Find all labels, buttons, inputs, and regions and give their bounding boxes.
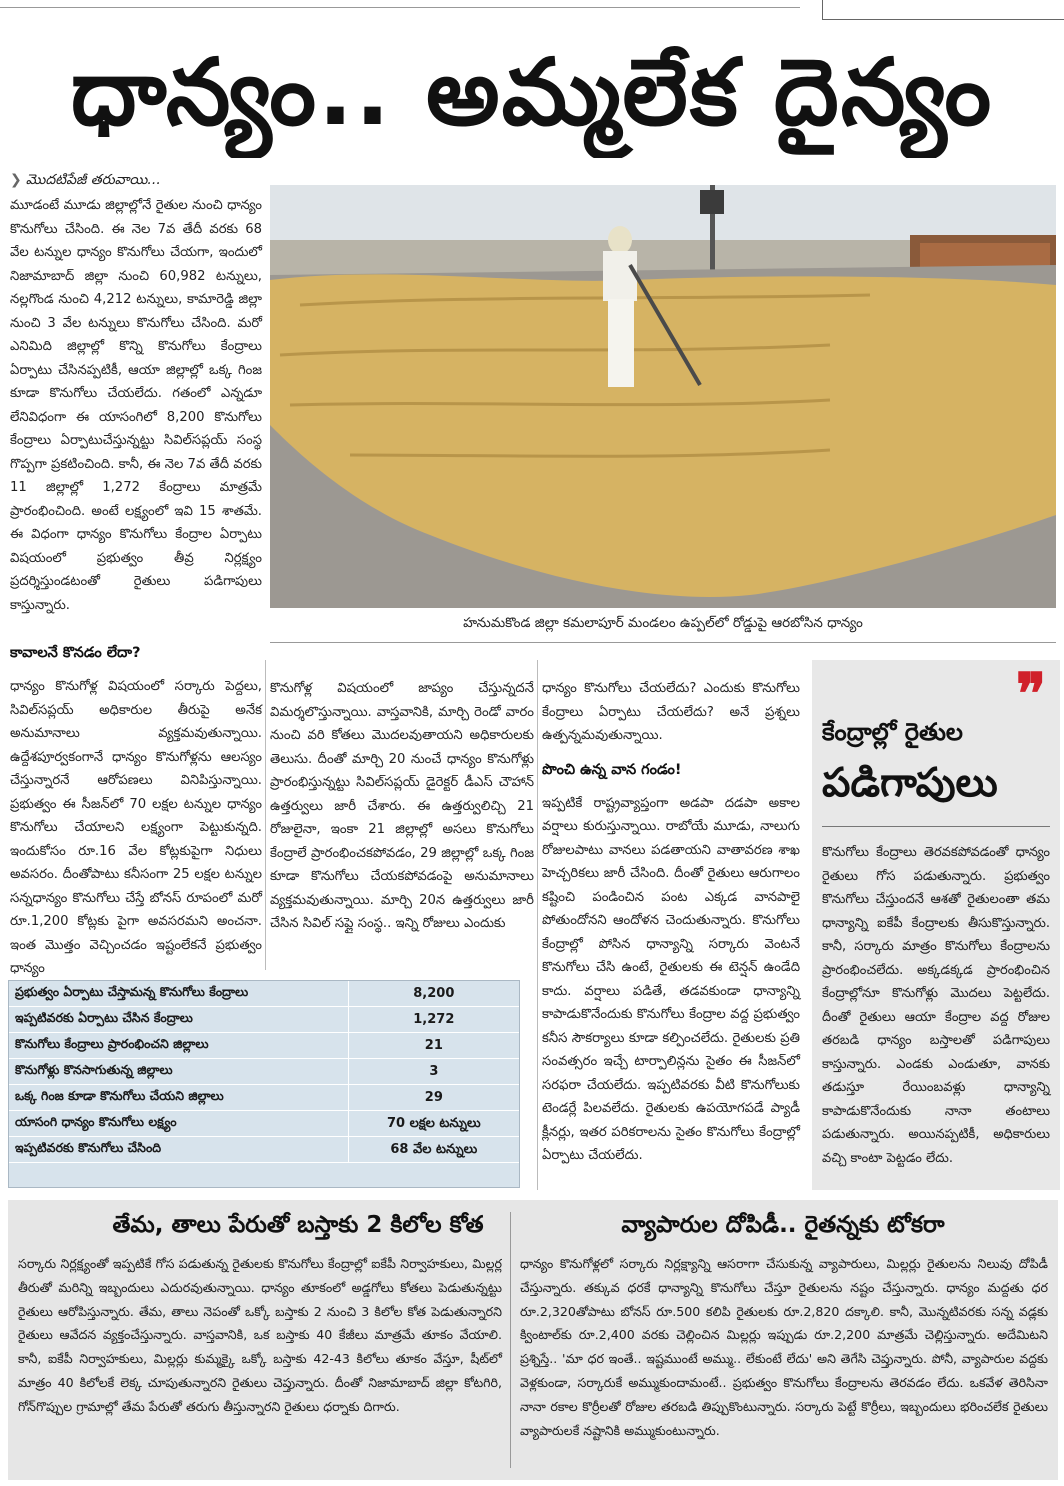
row-value: 1,272 xyxy=(348,1007,519,1032)
top-rule xyxy=(0,0,800,8)
table-row xyxy=(9,981,519,1007)
row-value: 68 వేల టన్నులు xyxy=(348,1137,519,1162)
column1-top-text: మూడంటే మూడు జిల్లాల్లోనే రైతుల నుంచి ధాన్యం కొనుగోలు చేసింది. ఈ నెల 7వ తేదీ వరకు 68 వేల టన్నుల ధాన్యం కొనుగోలు చేయగా, ఇందులో నిజామాబాద్ జిల్లా నుంచి 60,982 టన్నులు, నల్లగొండ నుంచి 4,212 టన్నులు, కామారెడ్డి జిల్లా నుంచి 3 వేల టన్నులు కొనుగోలు చేసింది. మరో ఎనిమిది జిల్లాల్లో కొన్ని కొనుగోలు కేంద్రాలు ఏర్పాటు చేసినప్పటికీ, ఆయా జిల్లాల్లో ఒక్క గింజ కూడా కొనుగోలు చేయలేదు. గతంలో ఎన్నడూ లేనివిధంగా ఈ యాసంగిలో 8,200 కొనుగోలు కేంద్రాలు ఏర్పాటుచేస్తున్నట్టు సివిల్‌సప్లయ్ సంస్థ గొప్పగా ప్రకటించింది. కానీ, ఈ నెల 7వ తేదీ వరకు 11 జిల్లాల్లో 1,272 కేంద్రాలు మాత్రమే ప్రారంభించింది. అంటే లక్ష్యంలో ఇవి 15 శాతమే. ఈ విధంగా ధాన్యం కొనుగోలు కేంద్రాల ఏర్పాటు విషయంలో ప్రభుత్వం తీవ్ర నిర్లక్ష్యం ప్రదర్శిస్తుండటంతో రైతులు పడిగాపులు కాస్తున్నారు. xyxy=(10,198,262,613)
table-row xyxy=(9,1111,519,1137)
panel-heading-small: కేంద్రాల్లో రైతుల xyxy=(822,718,963,746)
grain-drying-photo xyxy=(270,185,1056,608)
photo-caption: హనుమకొండ జిల్లా కమలాపూర్ మండలం ఉప్పల్‌లో రోడ్డుపై ఆరబోసిన ధాన్యం xyxy=(270,615,1056,643)
table-row xyxy=(9,1085,519,1111)
column-divider xyxy=(537,660,538,1190)
quote-icon: ❞ xyxy=(1015,661,1046,727)
photo-illustration xyxy=(270,185,1056,608)
top-box xyxy=(822,0,1064,20)
row-value: 21 xyxy=(348,1033,519,1058)
chevron-right-icon: ❯ xyxy=(10,172,22,188)
panel-body: కొనుగోలు కేంద్రాలు తెరవకపోవడంతో ధాన్యం రైతులు గోస పడుతున్నారు. ప్రభుత్వం కొనుగోలు చేస్తుందనే ఆశతో రైతులంతా తమ ధాన్యాన్ని ఐకేపీ కేంద్రాలకు తీసుకొస్తున్నారు. కానీ, సర్కారు మాత్రం కొనుగోలు కేంద్రాలను ప్రారంభించలేదు. అక్కడక్కడ ప్రారంభించిన కేంద్రాల్లోనూ కొనుగోళ్లు మొదలు పెట్టలేదు. దీంతో రైతులు ఆయా కేంద్రాల వద్ద రోజుల తరబడి ధాన్యం బస్తాలతో పడిగాపులు కాస్తున్నారు. ఎండకు ఎండుతూ, వానకు తడుస్తూ రేయింబవళ్లు ధాన్యాన్ని కాపాడుకొనేందుకు నానా తంటాలు పడుతున్నారు. అయినప్పటికీ, అధికారులు వచ్చి కాంటా పెట్టడం లేదు. xyxy=(822,845,1050,1166)
row-value: 70 లక్షల టన్నులు xyxy=(348,1111,519,1136)
row-label: ప్రభుత్వం ఏర్పాటు చేస్తామన్న కొనుగోలు కేంద్రాలు xyxy=(15,984,249,999)
panel-heading-large: పడిగాపులు xyxy=(822,760,1050,827)
row-label: కొనుగోలు కేంద్రాలు ప్రారంభించని జిల్లాలు xyxy=(15,1036,209,1051)
subhead-deliberate: కావాలనే కొనడం లేదా? xyxy=(10,645,141,661)
row-value: 8,200 xyxy=(348,981,519,1006)
table-row xyxy=(9,1033,519,1059)
row-value: 29 xyxy=(348,1085,519,1110)
bottom-section xyxy=(8,1200,1058,1480)
row-label: ఇప్పటివరకు ఏర్పాటు చేసిన కేంద్రాలు xyxy=(15,1010,193,1025)
subhead-rain: పొంచి ఉన్న వాన గండం! xyxy=(542,761,682,778)
stats-table xyxy=(8,980,520,1188)
table-row xyxy=(9,1059,519,1085)
bottom-title-weighing: తేమ, తాలు పేరుతో బస్తాకు 2 కిలోల కోత xyxy=(112,1212,484,1238)
continued-label xyxy=(10,172,161,191)
bottom-divider xyxy=(510,1212,511,1468)
table-row xyxy=(9,1137,519,1163)
headline: ధాన్యం.. అమ్మలేక దైన్యం xyxy=(70,39,994,146)
row-label: కొనుగోళ్లు కొనసాగుతున్న జిల్లాలు xyxy=(15,1062,173,1077)
bottom-text-traders: ధాన్యం కొనుగోళ్లలో సర్కారు నిర్లక్ష్యాన్ని ఆసరాగా చేసుకున్న వ్యాపారులు, మిల్లర్లు రైతులను నిలువు దోపిడీ చేస్తున్నారు. తక్కువ ధరకే ధాన్యాన్ని కొనుగోలు చేస్తూ రైతులను నష్టం చేస్తున్నారు. ధాన్యం మద్దతు ధర రూ.2,320తోపాటు బోనస్ రూ.500 కలిపి రైతులకు రూ.2,820 దక్కాలి. కానీ, మొన్నటివరకు సన్న వడ్లకు క్వింటాల్‌కు రూ.2,400 వరకు చెల్లించిన మిల్లర్లు ఇప్పుడు రూ.2,200 మాత్రమే చెల్లిస్తున్నారు. అదేమిటని ప్రశ్నిస్తే.. 'మా ధర ఇంతే.. ఇష్టముంటే అమ్ము.. లేకుంటే లేదు' అని తెగేసి చెప్తున్నారు. పోనీ, వ్యాపారుల వద్దకు వెళ్లకుండా, సర్కారుకే అమ్ముకుందామంటే.. ప్రభుత్వం కొనుగోలు కేంద్రాలను తెరవడం లేదు. ఒకవేళ తెరిసినా నానా రకాల కొర్రీలతో రోజుల తరబడి తిప్పుకొంటున్నారు. సర్కారు పెట్టే కొర్రీలు, ఇబ్బందులు భరించలేక రైతులు వ్యాపారులకే నష్టానికి అమ్ముకుంటున్నారు. xyxy=(520,1256,1048,1438)
bottom-text-weighing: సర్కారు నిర్లక్ష్యంతో ఇప్పటికే గోస పడుతున్న రైతులకు కొనుగోలు కేంద్రాల్లో ఐకేపీ నిర్వాహకులు, మిల్లర్ల తీరుతో మరిన్ని ఇబ్బందులు ఎదురవుతున్నాయి. ధాన్యం తూకంలో అడ్డగోలు కోతలు పెడుతున్నట్టు రైతులు ఆరోపిస్తున్నారు. తేమ, తాలు నెపంతో ఒక్కో బస్తాకు 2 నుంచి 3 కిలోల కోత పెడుతున్నారని రైతులు ఆవేదన వ్యక్తంచేస్తున్నారు. వాస్తవానికి, ఒక బస్తాకు 40 కేజీలు మాత్రమే తూకం వేయాలి. కానీ, ఐకేపీ నిర్వాహకులు, మిల్లర్లు కుమ్మక్కై ఒక్కో బస్తాకు 42-43 కిలోలు తూకం వేస్తూ, షీట్‌లో మాత్రం 40 కిలోలకే లెక్క చూపుతున్నారని రైతులు చెప్తున్నారు. దీంతో నిజామాబాద్ జిల్లా కోటగిరి, గోన్‌గొప్పుల గ్రామాల్లో తేమ పేరుతో తరుగు తీస్తున్నారని రైతులు ధర్నాకు దిగారు. xyxy=(18,1256,502,1414)
column1-text: ధాన్యం కొనుగోళ్ల విషయంలో సర్కారు పెద్దలు, సివిల్‌సప్లయ్ అధికారుల తీరుపై అనేక అనుమానాలు వ్యక్తమవుతున్నాయి. ఉద్దేశపూర్వకంగానే ధాన్యం కొనుగోళ్లను ఆలస్యం చేస్తున్నారనే ఆరోపణలు వినిపిస్తున్నాయి. ప్రభుత్వం ఈ సీజన్‌లో 70 లక్షల టన్నుల ధాన్యం కొనుగోలు చేయాలని లక్ష్యంగా పెట్టుకున్నది. ఇందుకోసం రూ.16 వేల కోట్లకుపైగా నిధులు అవసరం. దీంతోపాటు కనీసంగా 25 లక్షల టన్నుల సన్నధాన్యం కొనుగోలు చేస్తే బోనస్ రూపంలో మరో రూ.1,200 కోట్లకు పైగా అవసరమని అంచనా. ఇంత మొత్తం వెచ్చించడం ఇష్టంలేకనే ప్రభుత్వం ధాన్యం xyxy=(10,679,262,976)
table-row xyxy=(9,1007,519,1033)
column1 xyxy=(10,645,262,981)
bottom-title-traders: వ్యాపారుల దోపిడీ.. రైతన్నకు టోకరా xyxy=(621,1212,945,1238)
row-value: 3 xyxy=(348,1059,519,1084)
continued-text: మొదటిపేజీ తరువాయి... xyxy=(25,172,161,188)
sidebar-panel xyxy=(812,660,1060,1190)
column3-intro: ధాన్యం కొనుగోలు చేయలేదు? ఎందుకు కొనుగోలు కేంద్రాలు ఏర్పాటు చేయలేదు? అనే ప్రశ్నలు ఉత్పన్నమవుతున్నాయి. xyxy=(542,681,800,743)
column3 xyxy=(542,677,800,1168)
row-label: ఇప్పటివరకు కొనుగోలు చేసింది xyxy=(15,1140,162,1155)
row-label: ఒక్క గింజ కూడా కొనుగోలు చేయని జిల్లాలు xyxy=(15,1088,224,1103)
column2-text: కొనుగోళ్ల విషయంలో జాప్యం చేస్తున్నదనే విమర్శలొస్తున్నాయి. వాస్తవానికి, మార్చి రెండో వారం నుంచి వరి కోతలు మొదలవుతాయని అధికారులకు తెలుసు. దీంతో మార్చి 20 నుంచే ధాన్యం కొనుగోళ్లు ప్రారంభిస్తున్నట్టు సివిల్‌సప్లయ్ డైరెక్టర్ డీఎస్ చౌహాన్ ఉత్తర్వులు జారీ చేశారు. ఈ ఉత్తర్వులిచ్చి 21 రోజులైనా, ఇంకా 21 జిల్లాల్లో అసలు కొనుగోలు కేంద్రాలే ప్రారంభించకపోవడం, 29 జిల్లాల్లో ఒక్క గింజ కూడా కొనుగోలు చేయకపోవడంపై అనుమానాలు వ్యక్తమవుతున్నాయి. మార్చి 20న ఉత్తర్వులు జారీ చేసిన సివిల్ సప్లై సంస్థ.. ఇన్ని రోజులు ఎందుకు xyxy=(270,681,534,931)
row-label: యాసంగి ధాన్యం కొనుగోలు లక్ష్యం xyxy=(15,1114,177,1129)
column-divider xyxy=(265,660,266,970)
column3-text: ఇప్పటికే రాష్ట్రవ్యాప్తంగా అడపా దడపా అకాల వర్షాలు కురుస్తున్నాయి. రాబోయే మూడు, నాలుగు రోజులపాటు వానలు పడతాయని వాతావరణ శాఖ హెచ్చరికలు జారీ చేసింది. దీంతో రైతులు ఆరుగాలం కష్టించి పండించిన పంట ఎక్కడ వానపాలై పోతుందోనని ఆందోళన చెందుతున్నారు. కొనుగోలు కేంద్రాల్లో పోసిన ధాన్యాన్ని సర్కారు వెంటనే కొనుగోలు చేసి ఉంటే, రైతులకు ఈ టెన్షన్ ఉండేది కాదు. వర్షాలు పడితే, తడవకుండా ధాన్యాన్ని కాపాడుకొనేందుకు కొనుగోలు కేంద్రాల వద్ద ప్రభుత్వం కనీస సౌకర్యాలు కూడా కల్పించలేదు. రైతులకు ప్రతి సంవత్సరం ఇచ్చే టార్పాలిన్లను సైతం ఈ సీజన్‌లో సరఫరా చేయలేదు. ఇప్పటివరకు వీటి కొనుగోలుకు టెండర్లే పిలవలేదు. రైతులకు ఉపయోగపడే ప్యాడీ క్లీనర్లు, ఇతర పరికరాలను సైతం కొనుగోలు కేంద్రాల్లో ఏర్పాటు చేయలేదు. xyxy=(542,795,800,1163)
